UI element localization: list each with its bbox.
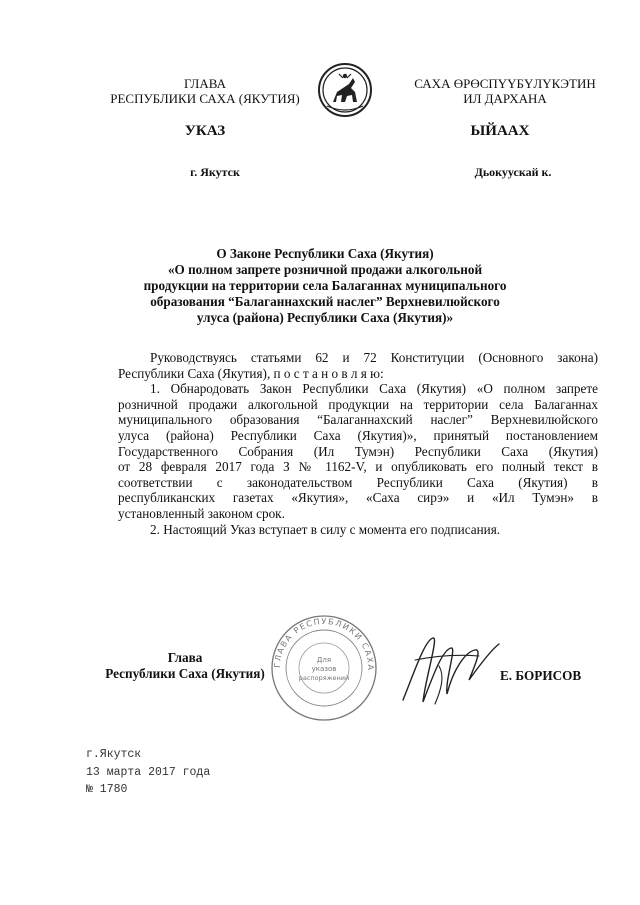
footer-place: г.Якутск: [86, 748, 142, 761]
title-ru: УКАЗ: [184, 123, 226, 139]
item1-line: установленный законом срок.: [118, 505, 285, 521]
item1-line: Государственного Собрания (Ил Тумэн) Республики Саха (Якутия): [118, 443, 598, 459]
item1-line: улуса (района) Республики Саха (Якутия)», принятый постановлением: [118, 427, 598, 443]
signatory-role-line1: Глава: [167, 650, 203, 665]
header-left: [70, 76, 340, 106]
title-sakha: ЫЙААХ: [470, 123, 530, 139]
item1-line: от 28 февраля 2017 года З № 1162-V, и опубликовать его полный текст в: [118, 459, 598, 475]
header-left-line2: РЕСПУБЛИКИ САХА (ЯКУТИЯ): [110, 91, 300, 106]
decree-footer: [86, 746, 210, 799]
decree-subject: [110, 246, 540, 326]
header-right-line2: ИЛ ДАРХАНА: [463, 91, 547, 106]
item1-line: розничной продажи алкогольной продукции на территории села Балаганнах: [118, 396, 598, 412]
signatory-role: [90, 650, 280, 682]
footer-number: № 1780: [86, 783, 128, 796]
intro-line: Руководствуясь статьями 62 и 72 Конституции (Основного закона): [150, 350, 598, 365]
seal-inner-line3: распоряжений: [298, 674, 350, 682]
subject-line: «О полном запрете розничной продажи алкогольной: [167, 262, 483, 277]
header-right-line1: САХА ӨРӨСПҮҮБҮЛҮКЭТИН: [414, 76, 596, 91]
place-ru: г. Якутск: [190, 165, 240, 179]
coat-of-arms-icon: [315, 62, 375, 118]
intro-line: Республики Саха (Якутия), п о с т а н о в л я ю:: [118, 365, 384, 381]
header-right: [395, 76, 615, 106]
footer-date: 13 марта 2017 года: [86, 765, 211, 779]
item1-line: республиканских газетах «Якутия», «Саха сирэ» и «Ил Тумэн» в: [118, 490, 598, 506]
seal-outer-text: ГЛАВА РЕСПУБЛИКИ САХА: [272, 616, 376, 672]
subject-line: продукции на территории села Балаганнах муниципального: [143, 278, 507, 293]
seal-inner-line1: Для: [316, 656, 332, 664]
signatory-role-line2: Республики Саха (Якутия): [105, 666, 265, 681]
seal-inner-line2: указов: [311, 665, 337, 673]
place-sakha: Дьокуускай к.: [474, 165, 552, 179]
handwritten-signature-icon: [395, 630, 505, 710]
item1-line: соответствии с законодательством Республики Саха (Якутия) в: [118, 474, 598, 490]
decree-body: [118, 350, 598, 537]
signatory-name: Е. БОРИСОВ: [500, 668, 582, 683]
item1-line: 1. Обнародовать Закон Республики Саха (Якутия) «О полном запрете: [150, 381, 598, 397]
subject-line: образования “Балаганнахский наслег” Верхневилюйского: [150, 294, 500, 309]
official-seal-icon: [268, 612, 380, 724]
subject-line: О Законе Республики Саха (Якутия): [216, 246, 434, 261]
subject-line: улуса (района) Республики Саха (Якутия)»: [196, 310, 454, 325]
item2-line: 2. Настоящий Указ вступает в силу с момента его подписания.: [150, 521, 501, 537]
header-left-line1: ГЛАВА: [184, 76, 226, 91]
item1-line: муниципального образования “Балаганнахский наслег” Верхневилюйского: [118, 412, 598, 428]
